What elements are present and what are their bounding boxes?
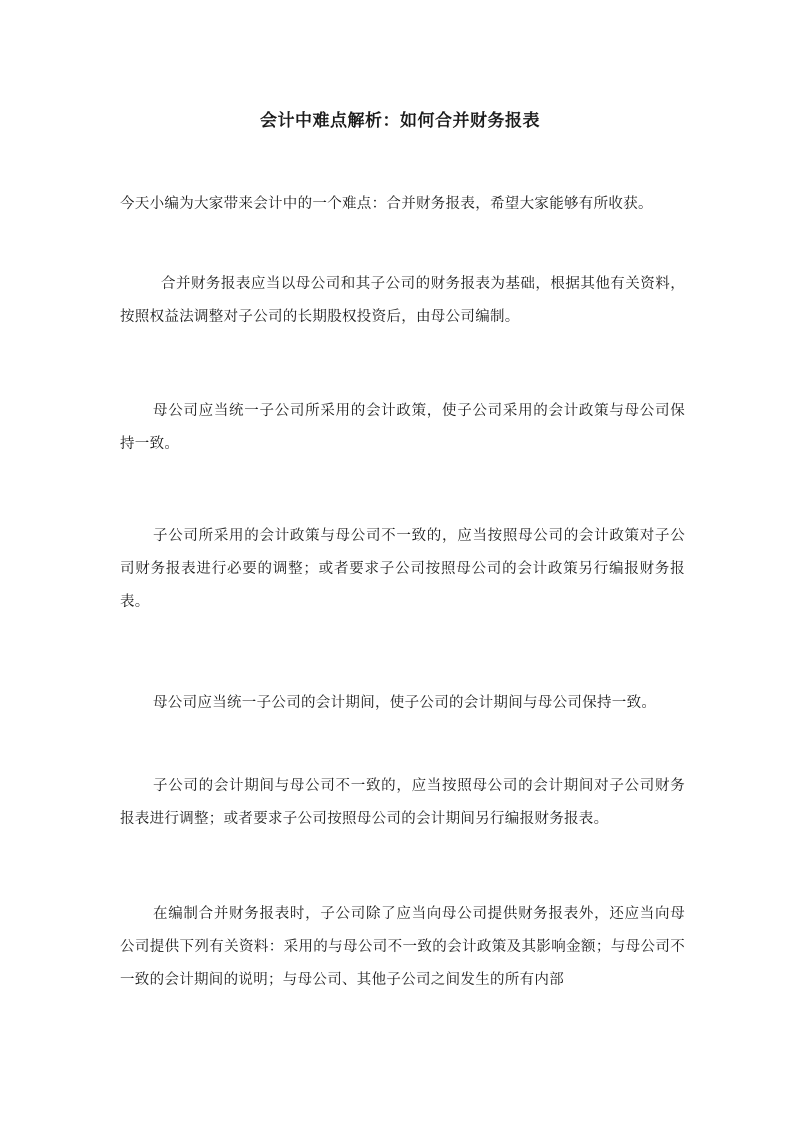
paragraph-period-unify: 母公司应当统一子公司的会计期间，使子公司的会计期间与母公司保持一致。 bbox=[153, 695, 657, 711]
paragraph-policy-unify: 母公司应当统一子公司所采用的会计政策，使子公司采用的会计政策与母公司保持一致。 bbox=[120, 403, 685, 452]
paragraph-materials: 在编制合并财务报表时，子公司除了应当向母公司提供财务报表外，还应当向母公司提供下列有关资料：采用的与母公司不一致的会计政策及其影响金额；与母公司不一致的会计期间的说明；与母公司、其他子公司之间发生的所有内部 bbox=[120, 906, 685, 988]
paragraph-policy-adjust: 子公司所采用的会计政策与母公司不一致的，应当按照母公司的会计政策对子公司财务报表进行必要的调整；或者要求子公司按照母公司的会计政策另行编报财务报表。 bbox=[120, 528, 685, 610]
document-title: 会计中难点解析：如何合并财务报表 bbox=[260, 111, 540, 131]
paragraph-basis: 合并财务报表应当以母公司和其子公司的财务报表为基础，根据其他有关资料，按照权益法调整对子公司的长期股权投资后，由母公司编制。 bbox=[120, 276, 685, 325]
paragraph-intro: 今天小编为大家带来会计中的一个难点：合并财务报表，希望大家能够有所收获。 bbox=[120, 196, 653, 212]
paragraph-period-adjust: 子公司的会计期间与母公司不一致的，应当按照母公司的会计期间对子公司财务报表进行调整；或者要求子公司按照母公司的会计期间另行编报财务报表。 bbox=[120, 778, 685, 827]
